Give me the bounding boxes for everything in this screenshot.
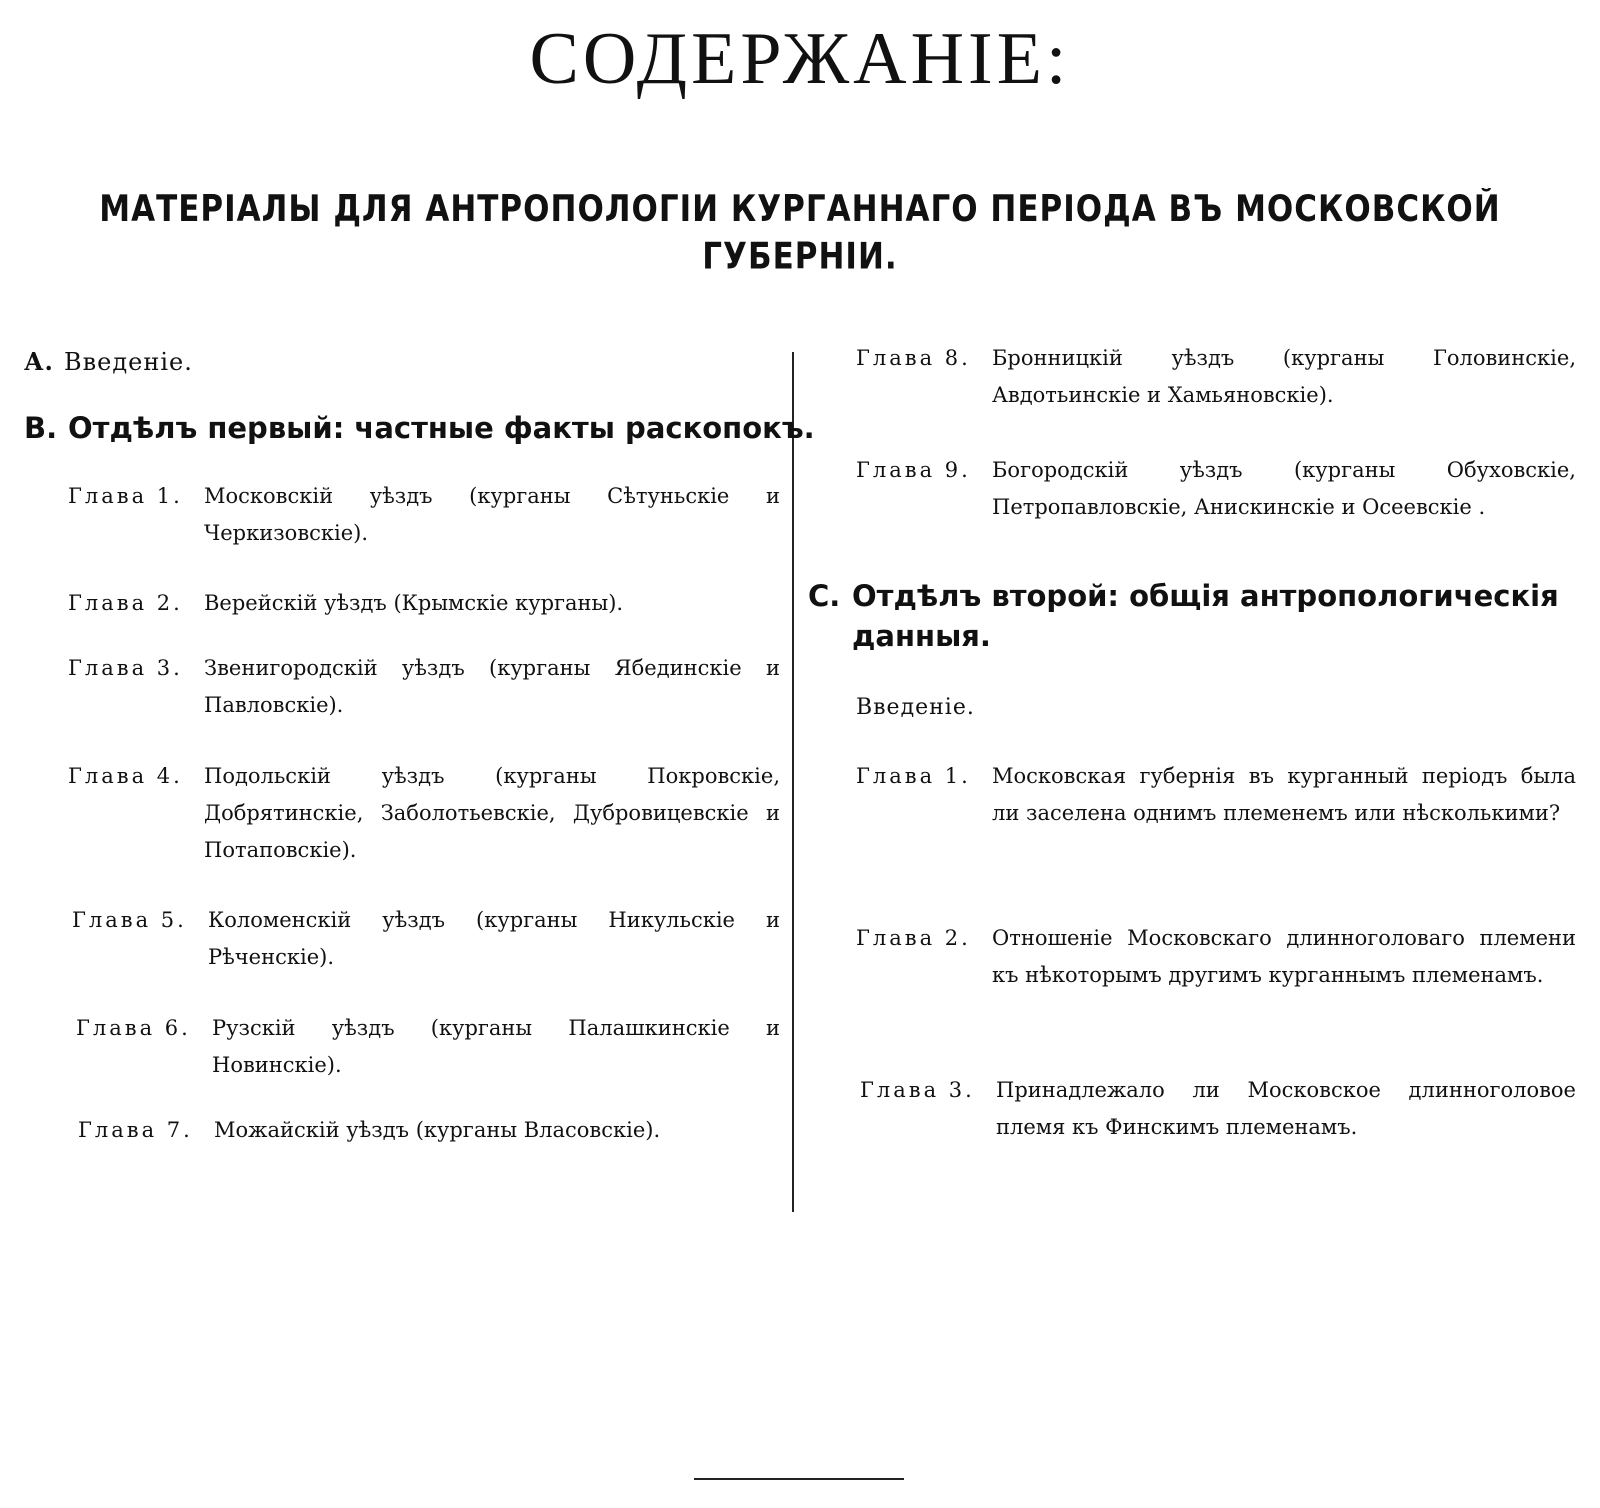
chapter-text: Отношеніе Московскаго длинноголоваго племени къ нѣкоторымъ другимъ курганнымъ племенамъ. <box>992 926 1576 987</box>
section-title-c: Отдѣлъ второй: общія антропологическія данныя. <box>852 579 1559 653</box>
chapter-text: Коломенскій уѣздъ (курганы Никульскіе и Рѣченскіе). <box>208 908 780 969</box>
chapter-label: Глава 4. <box>68 764 183 788</box>
chapter-label: Глава 5. <box>72 908 187 932</box>
chapter-label: Глава 3. <box>68 656 183 680</box>
general-intro: Введеніе. <box>856 695 975 720</box>
column-divider <box>792 352 794 1212</box>
page-title: СОДЕРЖАНІЕ: <box>529 18 1071 100</box>
chapter-label: Глава 8. <box>856 346 971 370</box>
chapter-label: Глава 1. <box>856 764 971 788</box>
work-title: МАТЕРІАЛЫ ДЛЯ АНТРОПОЛОГІИ КУРГАННАГО ПЕРІОДА ВЪ МОСКОВСКОЙ ГУБЕРНІИ. <box>99 188 1501 278</box>
chapter-text: Подольскій уѣздъ (курганы Покровскіе, Добрятинскіе, Заболотьевскіе, Дубровицевскіе и Потаповскіе). <box>204 764 780 862</box>
chapter-label: Глава 1. <box>68 484 183 508</box>
chapter-text: Верейскій уѣздъ (Крымскіе курганы). <box>204 591 624 615</box>
chapter-text: Московскій уѣздъ (курганы Сѣтуньскіе и Черкизовскіе). <box>204 484 780 545</box>
chapter-text: Звенигородскій уѣздъ (курганы Ябединскіе и Павловскіе). <box>204 656 780 717</box>
chapter-label: Глава 2. <box>68 591 183 615</box>
chapter-text: Можайскій уѣздъ (курганы Власовскіе). <box>214 1118 661 1142</box>
chapter-label: Глава 2. <box>856 926 971 950</box>
chapter-label: Глава 9. <box>856 458 971 482</box>
intro-label: Введеніе. <box>64 348 193 376</box>
chapter-text: Принадлежало ли Московское длинноголовое племя къ Финскимъ племенамъ. <box>996 1078 1576 1139</box>
chapter-text: Бронницкій уѣздъ (курганы Головинскіе, Авдотьинскіе и Хамьяновскіе). <box>992 346 1576 407</box>
chapter-label: Глава 7. <box>78 1118 193 1142</box>
chapter-label: Глава 6. <box>76 1016 191 1040</box>
chapter-text: Московская губернія въ курганный періодъ была ли заселена однимъ племенемъ или нѣсколькими? <box>992 764 1576 825</box>
chapter-label: Глава 3. <box>860 1078 975 1102</box>
closing-rule <box>694 1478 904 1480</box>
section-title-b: Отдѣлъ первый: частные факты раскопокъ. <box>68 411 815 445</box>
intro-entry <box>24 346 193 378</box>
section-letter-c: С. <box>808 579 841 613</box>
chapter-text: Богородскій уѣздъ (курганы Обуховскіе, Петропавловскіе, Анискинскіе и Осеевскіе . <box>992 458 1576 519</box>
section-heading-c <box>808 576 1578 656</box>
section-letter-a: А. <box>24 347 54 376</box>
chapter-text: Рузскій уѣздъ (курганы Палашкинскіе и Новинскіе). <box>212 1016 780 1077</box>
section-heading-b <box>24 408 815 448</box>
section-letter-b: В. <box>24 411 58 445</box>
